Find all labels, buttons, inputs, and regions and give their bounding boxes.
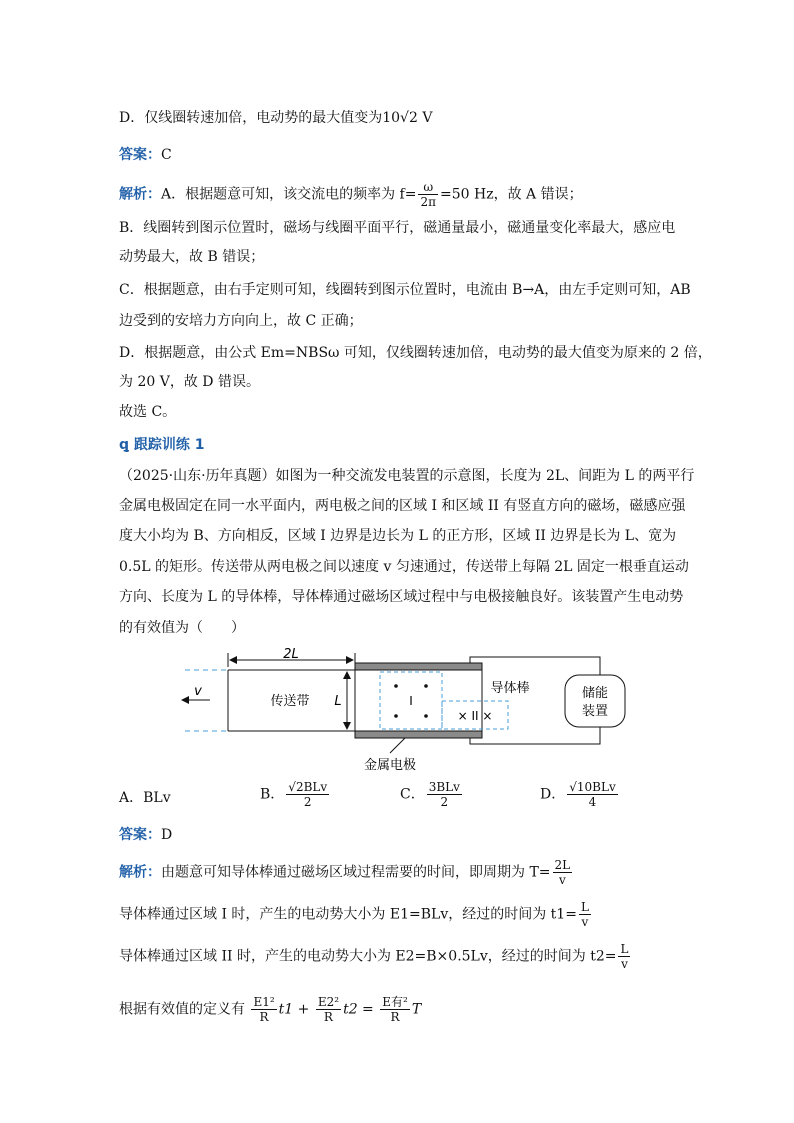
fraction-numerator: ω (418, 180, 438, 195)
electrode-bottom (355, 731, 482, 738)
period-denominator: v (558, 873, 566, 887)
e1-fraction (251, 995, 276, 1024)
period-numerator: 2L (554, 858, 571, 872)
label-2L: 2L (283, 647, 299, 662)
solution-text-3: 导体棒通过区域 II 时，产生的电动势大小为 E2=B×0.5Lv，经过的时间为 t2= (119, 948, 617, 965)
analysis-c-text-1: C．根据题意，由右手定则可知，线圈转到图示位置时，电流由 B→A，由左手定则可知，AB (119, 282, 691, 298)
wire-bottom (470, 727, 600, 744)
label-v: v (194, 684, 202, 699)
option-a (119, 788, 171, 808)
generator-diagram (170, 645, 640, 780)
frequency-fraction (418, 180, 438, 209)
option-a-text: A．BLv (119, 790, 171, 806)
e2-denominator: R (323, 1010, 333, 1024)
exercise-heading-text: 跟踪训练 1 (133, 437, 205, 453)
label-L: L (334, 694, 342, 709)
analysis-label: 解析： (119, 186, 161, 203)
t2-numerator: L (620, 942, 629, 956)
analysis-d-text-1: D．根据题意，由公式 Em=NBSω 可知，仅线圈转速加倍，电动势的最大值变为原来的 2 倍， (119, 345, 712, 361)
analysis-d-line-2 (119, 372, 260, 392)
t1-denominator: v (581, 915, 589, 929)
option-d-text: D．仅线圈转速加倍，电动势的最大值变为10√2 V (119, 110, 433, 126)
analysis-a-line (119, 180, 583, 209)
solution-line-1 (119, 858, 574, 887)
question-text-1: （2025·山东·历年真题）如图为一种交流发电装置的示意图，长度为 2L、间距为 L 的两平行 (119, 468, 695, 484)
option-c-numerator: 3BLv (428, 780, 460, 794)
fraction-denominator: 2π (420, 195, 437, 209)
eeff-fraction (380, 995, 410, 1024)
analysis-b-line-1 (119, 218, 675, 238)
option-b-numerator: √2BLv (288, 780, 328, 794)
solution-line-4 (119, 995, 421, 1024)
option-d-choice (540, 780, 620, 809)
question-text-6: 的有效值为（ ） (119, 620, 245, 636)
solution-answer-line (119, 825, 172, 845)
question-line-2 (119, 496, 685, 516)
eeff-denominator: R (390, 1010, 400, 1024)
e1-numerator: E1² (253, 995, 275, 1009)
question-line-6 (119, 618, 245, 638)
analysis-a-pre: A．根据题意可知，该交流电的频率为 f= (161, 186, 417, 203)
analysis-c-line-1 (119, 280, 691, 300)
option-c-denominator: 2 (440, 795, 449, 809)
t2-fraction (618, 942, 630, 971)
question-line-3 (119, 526, 676, 546)
question-line-1 (119, 466, 694, 486)
analysis-c-text-2: 边受到的安培力方向向上，故 C 正确； (119, 313, 363, 329)
analysis-d-line-1 (119, 343, 712, 363)
analysis-b-line-2 (119, 247, 264, 267)
analysis-c-line-2 (119, 311, 363, 331)
eeff-numerator: E有² (382, 995, 408, 1009)
electrode-pointer (390, 738, 405, 753)
option-b-fraction (286, 780, 329, 809)
e2-numerator: E2² (317, 995, 340, 1009)
t1-numerator: L (580, 900, 589, 914)
t1-fraction (579, 900, 591, 929)
conclusion-text: 故选 C。 (119, 404, 177, 420)
option-b-denominator: 2 (303, 795, 312, 809)
solution-text-1: 由题意可知导体棒通过磁场区域过程需要的时间，即周期为 T= (161, 864, 551, 881)
exercise-icon: ꝗ (119, 437, 130, 453)
option-b (260, 780, 331, 809)
label-belt: 传送带 (270, 694, 310, 709)
question-text-5: 方向、长度为 L 的导体棒，导体棒通过磁场区域过程中与电极接触良好。该装置产生电动势 (119, 589, 684, 605)
storage-device (565, 675, 625, 727)
solution-answer-value: D (161, 827, 173, 843)
analysis-b-text-2: 动势最大，故 B 错误； (119, 249, 265, 265)
question-line-4 (119, 557, 689, 577)
wire-top (470, 657, 600, 675)
period-fraction (553, 858, 573, 887)
label-rod: 导体棒 (490, 681, 530, 696)
label-electrode: 金属电极 (363, 758, 417, 773)
analysis-a-post: =50 Hz，故 A 错误； (440, 186, 583, 203)
solution-text-2: 导体棒通过区域 I 时，产生的电动势大小为 E1=BLv，经过的时间为 t1= (119, 906, 577, 923)
option-d-denominator: 4 (588, 795, 597, 809)
option-d-numerator: √10BLv (569, 780, 616, 794)
t2-denominator: v (621, 957, 628, 971)
label-storage-2: 装置 (581, 704, 609, 719)
option-b-prefix: B． (260, 786, 285, 803)
answer-line (119, 145, 172, 165)
answer-value: C (161, 147, 172, 163)
t2-term: t2 = (343, 1001, 374, 1018)
solution-text-4: 根据有效值的定义有 (119, 1001, 245, 1018)
option-d-prefix: D． (540, 786, 566, 803)
e2-fraction (316, 995, 341, 1024)
question-text-2: 金属电极固定在同一水平面内，两电极之间的区域 I 和区域 II 有竖直方向的磁场，磁感应强 (119, 498, 686, 514)
solution-analysis-label: 解析： (119, 864, 161, 881)
question-line-5 (119, 587, 683, 607)
exercise-heading (119, 435, 205, 455)
solution-line-3 (119, 942, 632, 971)
option-c-fraction (427, 780, 462, 809)
solution-line-2 (119, 900, 593, 929)
option-c-prefix: C． (400, 786, 425, 803)
label-region-1: I (409, 694, 413, 708)
option-c (400, 780, 464, 809)
label-storage-1: 储能 (581, 686, 609, 701)
question-text-4: 0.5L 的矩形。传送带从两电极之间以速度 v 匀速通过，传送带上每隔 2L 固定一根垂直运动 (119, 559, 689, 575)
period-term: T (411, 1001, 422, 1018)
electrode-top (355, 663, 482, 670)
conclusion-line (119, 402, 176, 422)
e1-denominator: R (259, 1010, 269, 1024)
option-d-line (119, 108, 432, 128)
solution-answer-label: 答案： (119, 827, 161, 843)
label-region-2: × II × (457, 709, 493, 723)
analysis-d-text-2: 为 20 V，故 D 错误。 (119, 374, 260, 390)
t1-term: t1 + (278, 1001, 310, 1018)
question-text-3: 度大小均为 B、方向相反，区域 I 边界是边长为 L 的正方形，区域 II 边界是长为 L、宽为 (119, 528, 677, 544)
analysis-b-text-1: B．线圈转到图示位置时，磁场与线圈平面平行，磁通量最小，磁通量变化率最大，感应电 (119, 220, 676, 236)
answer-label: 答案： (119, 147, 161, 163)
option-d-fraction (567, 780, 617, 809)
